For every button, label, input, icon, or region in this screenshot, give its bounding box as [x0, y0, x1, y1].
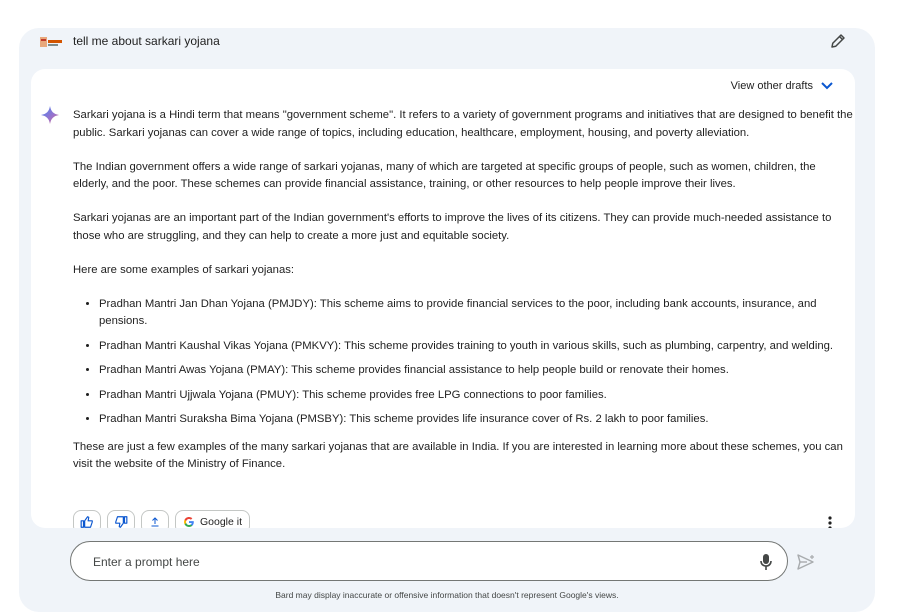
response-closing: These are just a few examples of the many sarkari yojanas that are available in India. If you are interested in learning more about these schemes, you can visit the website of the Ministry of Finance. — [73, 440, 843, 470]
user-query-bar — [19, 28, 875, 68]
list-item: • Pradhan Mantri Ujjwala Yojana (PMUY): This scheme provides free LPG connections to poor families. — [99, 387, 853, 405]
response-body — [73, 107, 853, 490]
chevron-down-icon — [821, 82, 833, 90]
google-it-label: Google it — [200, 516, 243, 528]
list-item: • Pradhan Mantri Suraksha Bima Yojana (PMSBY): This scheme provides life insurance cover of Rs. 2 lakh to poor families. — [99, 411, 853, 429]
prompt-input[interactable] — [91, 551, 735, 573]
more-vert-icon[interactable] — [825, 515, 835, 528]
thumbs-down-button[interactable] — [107, 510, 135, 528]
response-card — [31, 69, 855, 528]
thumbs-up-icon — [80, 515, 94, 528]
pencil-icon[interactable] — [829, 32, 847, 50]
google-it-button[interactable] — [175, 510, 250, 528]
disclaimer-text: Bard may display inaccurate or offensive information that doesn't represent Google's views. — [275, 590, 619, 600]
google-g-icon — [183, 516, 195, 528]
thumbs-down-icon — [114, 515, 128, 528]
share-button[interactable] — [141, 510, 169, 528]
prompt-input-container — [70, 541, 788, 581]
user-query-text: tell me about sarkari yojana — [73, 34, 220, 48]
list-item: • Pradhan Mantri Awas Yojana (PMAY): This scheme provides financial assistance to help people build or renovate their homes. — [99, 362, 853, 380]
view-drafts-button[interactable] — [731, 80, 833, 92]
list-item: • Pradhan Mantri Jan Dhan Yojana (PMJDY): This scheme aims to provide financial services to the poor, including bank accounts, insurance, and pensions. — [99, 296, 853, 331]
user-avatar — [39, 35, 63, 49]
response-paragraph: Sarkari yojana is a Hindi term that means "government scheme". It refers to a variety of government programs and initiatives that are designed to benefit the public. Sarkari yojanas can cover a wide range of topics, including education, healthcare, employment, housing, and poverty alleviation. — [73, 109, 853, 139]
bard-sparkle-icon — [40, 105, 60, 125]
mic-icon[interactable] — [759, 553, 773, 571]
response-paragraph: Sarkari yojanas are an important part of the Indian government's efforts to improve the lives of its citizens. They can provide much-needed assistance to those who are struggling, and they can help to create a more just and equitable society. — [73, 212, 832, 242]
response-actions — [73, 510, 250, 528]
view-drafts-label: View other drafts — [730, 80, 813, 92]
yojana-list — [73, 296, 853, 429]
send-icon[interactable] — [796, 553, 816, 571]
list-item: • Pradhan Mantri Kaushal Vikas Yojana (PMKVY): This scheme provides training to youth in various skills, such as plumbing, carpentry, and welding. — [99, 338, 853, 356]
thumbs-up-button[interactable] — [73, 510, 101, 528]
share-icon — [149, 515, 161, 528]
response-paragraph: The Indian government offers a wide range of sarkari yojanas, many of which are targeted at specific groups of people, such as women, children, the elderly, and the poor. These schemes can provide financial assistance, training, or other resources to help people improve their lives. — [73, 160, 816, 190]
response-paragraph: Here are some examples of sarkari yojanas: — [73, 263, 295, 276]
